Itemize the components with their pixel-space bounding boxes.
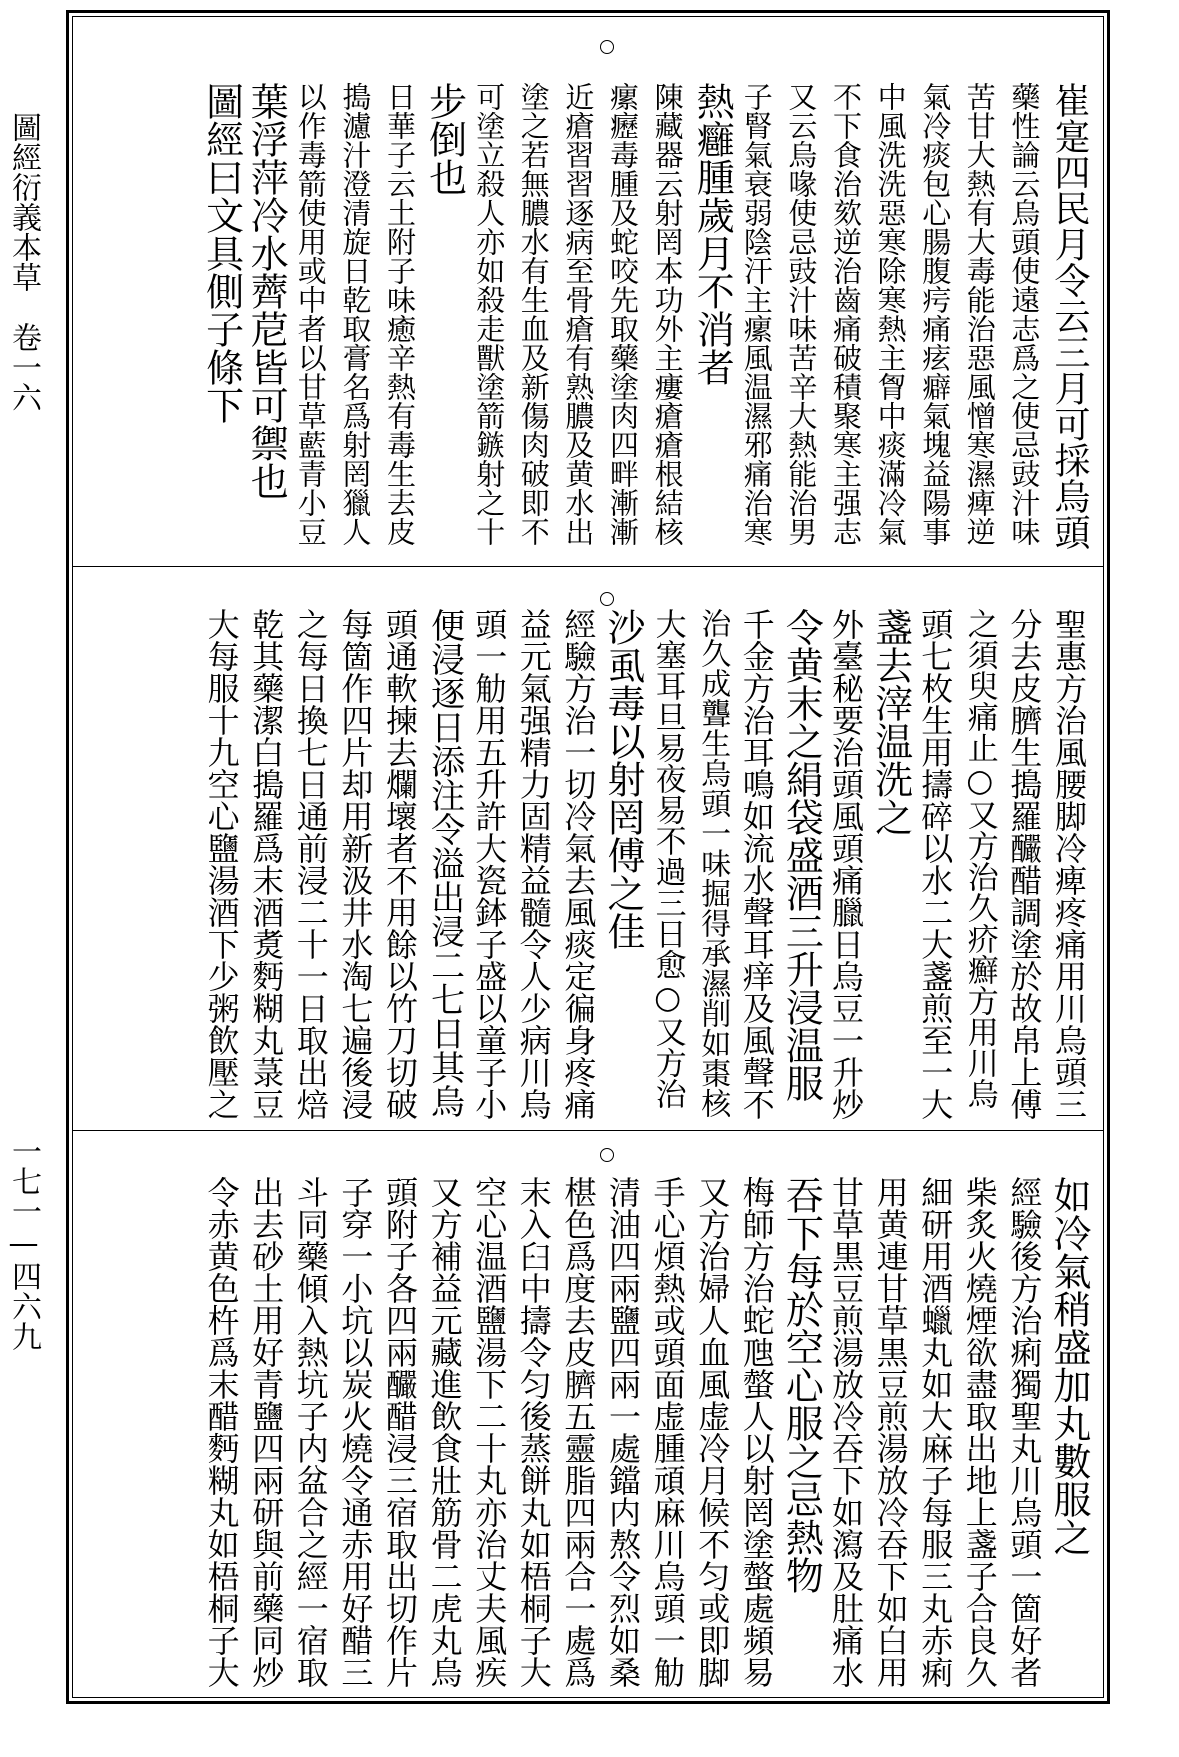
text-column: 可塗立殺人亦如殺走獸塗箭鏃射之十 [472, 82, 507, 546]
text-column: 步倒也 [422, 82, 467, 196]
text-column: 令赤黄色杵爲末醋麪糊丸如梧桐子大 [202, 1176, 241, 1688]
text-column: 外臺秘要治頭風頭痛臘日烏豆一升炒 [827, 608, 865, 1120]
text-column: 治久成聾生烏頭一味掘得承濕削如棗核 [695, 608, 731, 1118]
text-column: 葉浮萍冷水薺苨皆可禦也 [244, 82, 289, 500]
text-column: 手心煩熱或頭面虚腫頑麻川烏頭一觔 [648, 1176, 687, 1688]
text-column: 近瘡習習逐病至骨瘡有熟膿及黄水出 [561, 82, 596, 546]
text-column: 千金方治耳鳴如流水聲耳痒及風聲不 [737, 608, 776, 1120]
text-column: 子腎氣衰弱陰汗主瘰風温濕邪痛治寒 [739, 82, 774, 546]
text-column: 頭附子各四兩釅醋浸三宿取出切作片 [381, 1176, 419, 1688]
text-column: 每箇作四片却用新汲井水淘七遍後浸 [336, 608, 375, 1120]
text-column: 之每日換七日通前浸二十一日取出焙 [291, 608, 330, 1120]
text-column: 子穿一小坑以炭火燒令通赤用好醋三 [336, 1176, 375, 1688]
text-column: 以作毒箭使用或中者以甘草藍青小豆 [293, 82, 328, 546]
text-column: 苦甘大熱有大毒能治惡風憎寒濕痺逆 [962, 82, 997, 546]
text-column: 聖惠方治風腰脚冷痺疼痛用川烏頭三 [1050, 608, 1088, 1120]
circle-marker [600, 1148, 614, 1162]
text-column: 乾其藥潔白搗羅爲末酒煑麪糊丸菉豆 [247, 608, 286, 1120]
text-column: 益元氣强精力固精益髓令人少病川烏 [514, 608, 553, 1120]
text-column: 梅師方治蛇虺螫人以射罔塗螫處頻易 [737, 1176, 776, 1688]
text-column: 瘰癧毒腫及蛇咬先取藥塗肉四畔漸漸 [606, 82, 640, 546]
text-column: 令黄末之絹袋盛酒三升浸温服 [779, 608, 824, 1102]
text-column: 頭一觔用五升許大瓷鉢子盛以童子小 [470, 608, 509, 1120]
text-column: 用黄連甘草黒豆煎湯放冷吞下如白用 [871, 1176, 910, 1688]
text-column: 盞去滓温洗之 [868, 608, 913, 836]
text-column: 之須臾痛止○又方治久疥癬方用川烏 [961, 608, 998, 1109]
circle-marker [600, 592, 614, 606]
text-column: 出去砂土用好青鹽四兩研與前藥同炒 [247, 1176, 286, 1688]
text-column: 甘草黒豆煎湯放冷吞下如瀉及肚痛水 [827, 1176, 865, 1688]
text-column: 又方補益元藏進飲食壯筋骨二虎丸烏 [425, 1176, 464, 1688]
text-column: 陳藏器云射罔本功外主瘻瘡瘡根結核 [650, 82, 685, 546]
text-column: 不下食治欬逆治齒痛破積聚寒主强志 [829, 82, 863, 546]
circle-marker [600, 40, 614, 54]
panel-divider [72, 566, 1104, 567]
text-column: 頭七枚生用擣碎以水二大盞煎至一大 [916, 608, 955, 1120]
text-column: 中風洗洗惡寒除寒熱主胷中痰滿冷氣 [873, 82, 908, 546]
text-column: 又云烏喙使忌豉汁味苦辛大熱能治男 [784, 82, 819, 546]
margin-page-number: 一七一—四六九 [6, 1136, 41, 1351]
text-column: 斗同藥傾入熱坑子内盆合之經一宿取 [291, 1176, 330, 1688]
text-column: 塗之若無膿水有生血及新傷肉破即不 [516, 82, 551, 546]
text-column: 沙虱毒以射罔傅之佳 [601, 608, 645, 950]
text-column: 圖經曰文具側子條下 [199, 82, 244, 424]
text-column: 分去皮臍生搗羅釅醋調塗於故帛上傅 [1005, 608, 1044, 1120]
text-column: 清油四兩鹽四兩一處鐺内熬令烈如桑 [604, 1176, 642, 1688]
text-panel-middle [72, 568, 1104, 1130]
text-column: 吞下每於空心服之忌熱物 [779, 1176, 824, 1594]
text-column: 熱癰腫歲月不消者 [690, 82, 735, 386]
text-column: 空心温酒鹽湯下二十丸亦治丈夫風疾 [470, 1176, 509, 1688]
text-column: 氣冷痰包心腸腹疞痛痃癖氣塊益陽事 [918, 82, 953, 546]
text-column: 大每服十九空心鹽湯酒下少粥飲壓之 [202, 608, 241, 1120]
text-column: 藥性論云烏頭使遠志爲之使忌豉汁味 [1007, 82, 1042, 546]
margin-book-title: 圖經衍義本草 卷一六 [6, 112, 41, 412]
text-column: 便浸逐日添注令溢出浸二七日其烏 [424, 608, 465, 1118]
text-column: 末入臼中擣令匀後蒸餅丸如梧桐子大 [514, 1176, 553, 1688]
panel-divider [72, 1130, 1104, 1131]
text-column: 經驗方治一切冷氣去風痰定徧身疼痛 [559, 608, 598, 1120]
text-column: 細研用酒蠟丸如大麻子每服三丸赤痢 [916, 1176, 955, 1688]
text-column: 大塞耳旦易夜易不過三日愈○又方治 [649, 608, 686, 1109]
text-panel-bottom [72, 1132, 1104, 1696]
text-column: 搗濾汁澄清旋日乾取膏名爲射罔獵人 [338, 82, 373, 546]
text-column: 崔寔四民月令云三月可採烏頭 [1049, 82, 1090, 550]
text-panel-top [72, 18, 1104, 566]
text-column: 又方治婦人血風虚冷月候不匀或即脚 [693, 1176, 732, 1688]
text-column: 如冷氣稍盛加丸數服之 [1047, 1176, 1091, 1556]
text-column: 經驗後方治痢獨聖丸川烏頭一箇好者 [1005, 1176, 1044, 1688]
text-column: 柴炙火燒煙欲盡取出地上盞子合良久 [960, 1176, 999, 1688]
text-column: 椹色爲度去皮臍五靈脂四兩合一處爲 [559, 1176, 598, 1688]
text-column: 頭通軟揀去爛壞者不用餘以竹刀切破 [381, 608, 419, 1120]
text-column: 日華子云土附子味癒辛熱有毒生去皮 [383, 82, 417, 546]
